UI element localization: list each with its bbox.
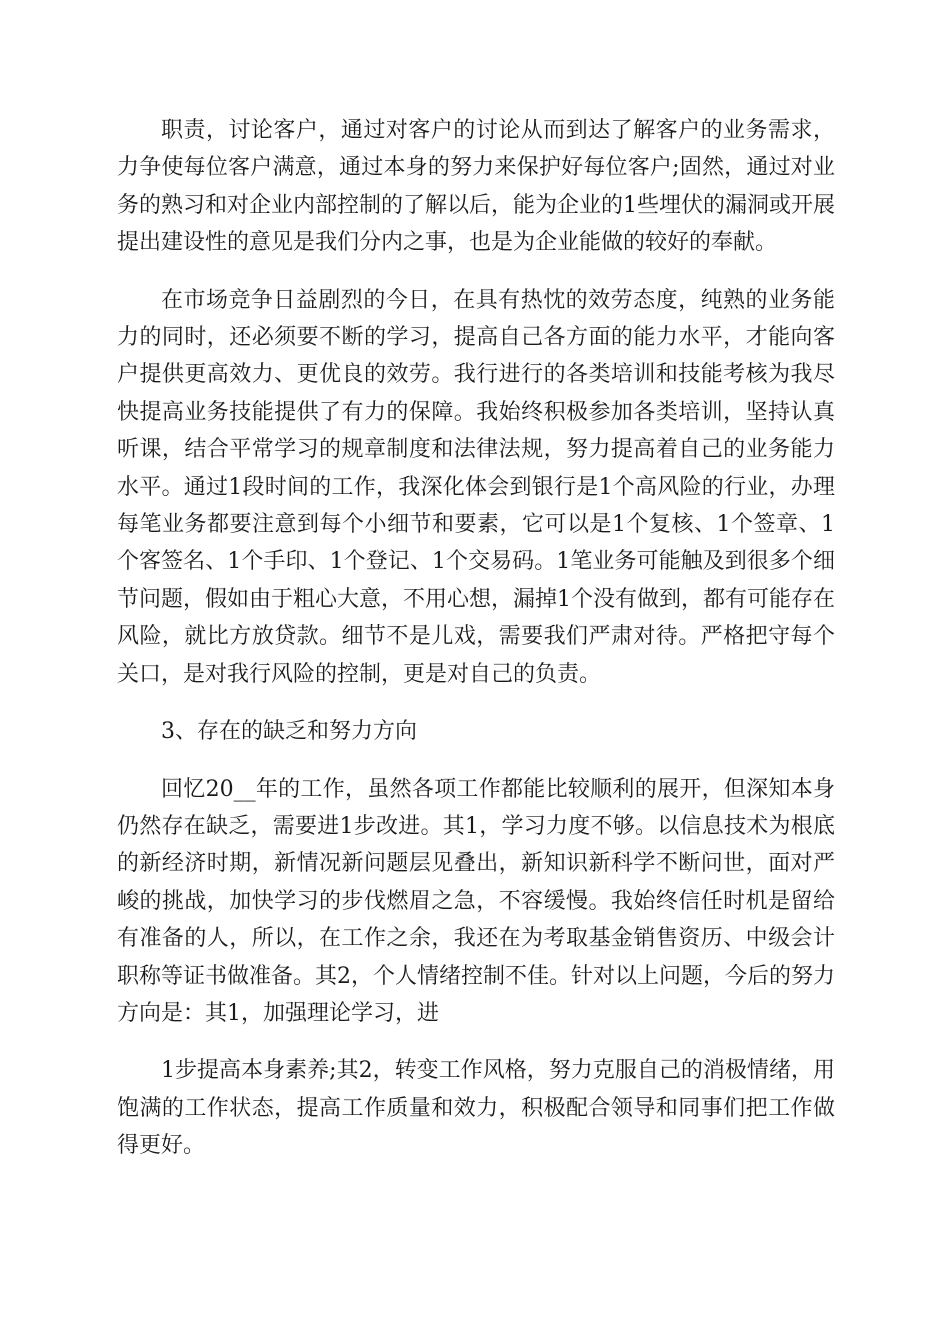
paragraph-responsibilities: 职责，讨论客户，通过对客户的讨论从而到达了解客户的业务需求，力争使每位客户满意，通过本身的努力来保护好每位客户;固然，通过对业务的熟习和对企业内部控制的了解以后，能为企业的1些埋伏的漏洞或开展提出建设性的意见是我们分内之事，也是为企业能做的较好的奉献。 [117, 118, 835, 256]
section-heading-shortcomings: 3、存在的缺乏和努力方向 [161, 719, 417, 745]
paragraph-market-competition: 在市场竞争日益剧烈的今日，在具有热忱的效劳态度，纯熟的业务能力的同时，还必须要不断的学习，提高自己各方面的能力水平，才能向客户提供更高效力、更优良的效劳。我行进行的各类培训和技能考核为我尽快提高业务技能提供了有力的保障。我始终积极参加各类培训，坚持认真听课，结合平常学习的规章制度和法律法规，努力提高着自己的业务能力水平。通过1段时间的工作，我深化体会到银行是1个高风险的行业，办理每笔业务都要注意到每个小细节和要素，它可以是1个复核、1个签章、1个客签名、1个手印、1个登记、1个交易码。1笔业务可能触及到很多个细节问题，假如由于粗心大意，不用心想，漏掉1个没有做到，都有可能存在风险，就比方放贷款。细节不是儿戏，需要我们严肃对待。严格把守每个关口，是对我行风险的控制，更是对自己的负责。 [117, 287, 835, 687]
paragraph-improvement: 1步提高本身素养;其2，转变工作风格，努力克服自己的消极情绪，用饱满的工作状态，提高工作质量和效力，积极配合领导和同事们把工作做得更好。 [117, 1058, 835, 1159]
document-body [117, 112, 835, 1185]
paragraph-review: 回忆20__年的工作，虽然各项工作都能比较顺利的展开，但深知本身仍然存在缺乏，需要进1步改进。其1，学习力度不够。以信息技术为根底的新经济时期，新情况新问题层见叠出，新知识新科学不断问世，面对严峻的挑战，加快学习的步伐燃眉之急，不容缓慢。我始终信任时机是留给有准备的人，所以，在工作之余，我还在为考取基金销售资历、中级会计职称等证书做准备。其2，个人情绪控制不佳。针对以上问题，今后的努力方向是：其1，加强理论学习，进 [117, 776, 835, 1026]
